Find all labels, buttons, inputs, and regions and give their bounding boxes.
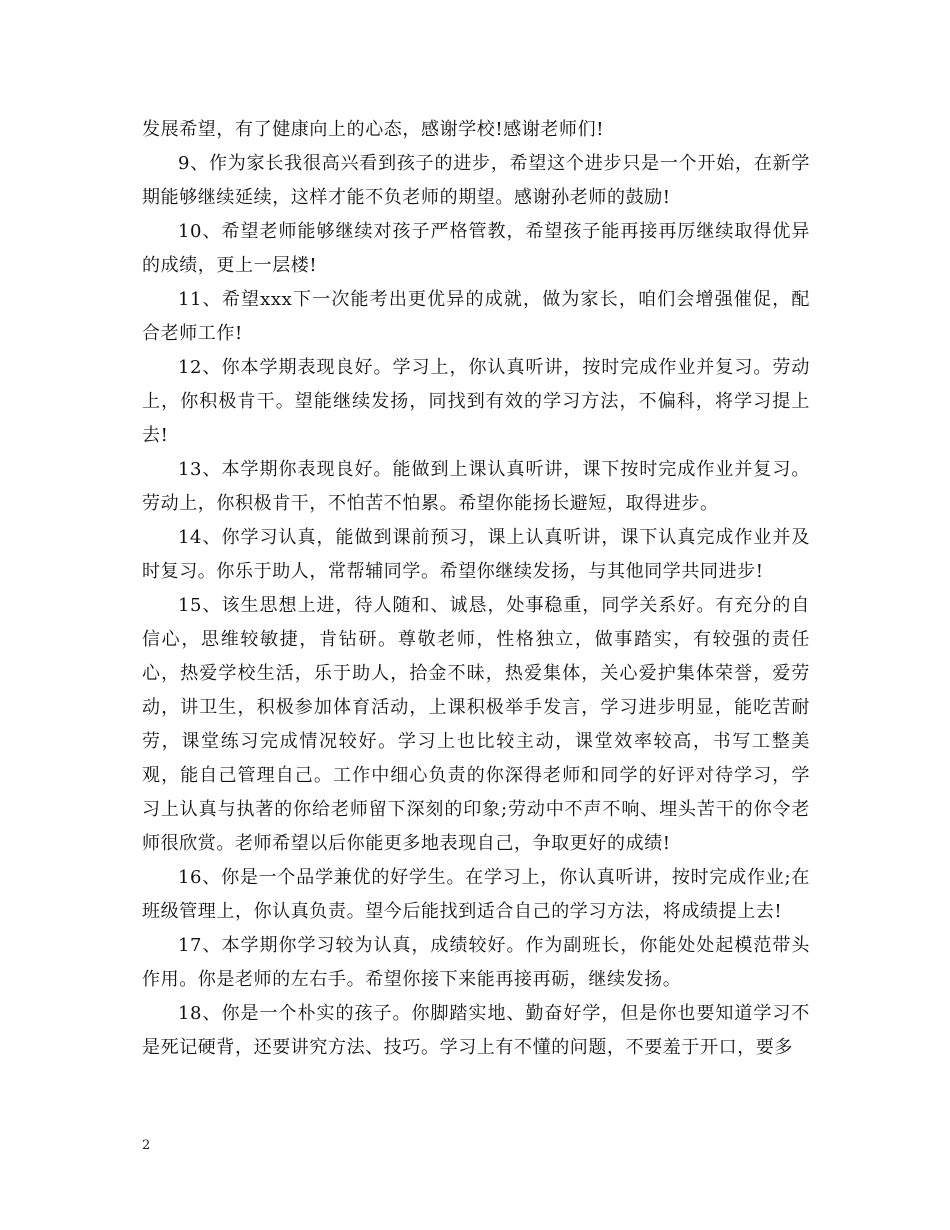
paragraph-item-9: 9、作为家长我很高兴看到孩子的进步，希望这个进步只是一个开始，在新学期能够继续延续，这样才能不负老师的期望。感谢孙老师的鼓励! [142,153,810,208]
paragraph-item-15: 15、该生思想上进，待人随和、诚恳，处事稳重，同学关系好。有充分的自信心，思维较敏捷，肯钻研。尊敬老师，性格独立，做事踏实，有较强的责任心，热爱学校生活，乐于助人，拾金不昧，热爱集体，关心爱护集体荣誉，爱劳动，讲卫生，积极参加体育活动，上课积极举手发言，学习进步明显，能吃苦耐劳，课堂练习完成情况较好。学习上也比较主动，课堂效率较高，书写工整美观，能自己管理自己。工作中细心负责的你深得老师和同学的好评对待学习，学习上认真与执著的你给老师留下深刻的印象;劳动中不声不响、埋头苦干的你令老师很欣赏。老师希望以后你能更多地表现自己，争取更好的成绩! [142,595,810,854]
document-body [142,113,810,1065]
paragraph-item-17: 17、本学期你学习较为认真，成绩较好。作为副班长，你能处处起模范带头作用。你是老师的左右手。希望你接下来能再接再砺，继续发扬。 [142,935,810,990]
paragraph-item-13: 13、本学期你表现良好。能做到上课认真听讲，课下按时完成作业并复习。劳动上，你积极肯干，不怕苦不怕累。希望你能扬长避短，取得进步。 [142,459,810,514]
page-number: 2 [142,1138,151,1153]
paragraph-continuation: 发展希望，有了健康向上的心态，感谢学校!感谢老师们! [142,119,605,140]
paragraph-item-10: 10、希望老师能够继续对孩子严格管教，希望孩子能再接再厉继续取得优异的成绩，更上一层楼! [142,221,810,276]
paragraph-item-12: 12、你本学期表现良好。学习上，你认真听讲，按时完成作业并复习。劳动上，你积极肯干。望能继续发扬，同找到有效的学习方法，不偏科，将学习提上去! [142,357,810,446]
paragraph-item-14: 14、你学习认真，能做到课前预习，课上认真听讲，课下认真完成作业并及时复习。你乐于助人，常帮辅同学。希望你继续发扬，与其他同学共同进步! [142,527,810,582]
paragraph-item-11: 11、希望xxx下一次能考出更优异的成就，做为家长，咱们会增强催促，配合老师工作! [142,289,810,344]
paragraph-item-18: 18、你是一个朴实的孩子。你脚踏实地、勤奋好学，但是你也要知道学习不是死记硬背，还要讲究方法、技巧。学习上有不懂的问题，不要羞于开口，要多 [142,1003,810,1058]
paragraph-item-16: 16、你是一个品学兼优的好学生。在学习上，你认真听讲，按时完成作业;在班级管理上，你认真负责。望今后能找到适合自己的学习方法，将成绩提上去! [142,867,810,922]
